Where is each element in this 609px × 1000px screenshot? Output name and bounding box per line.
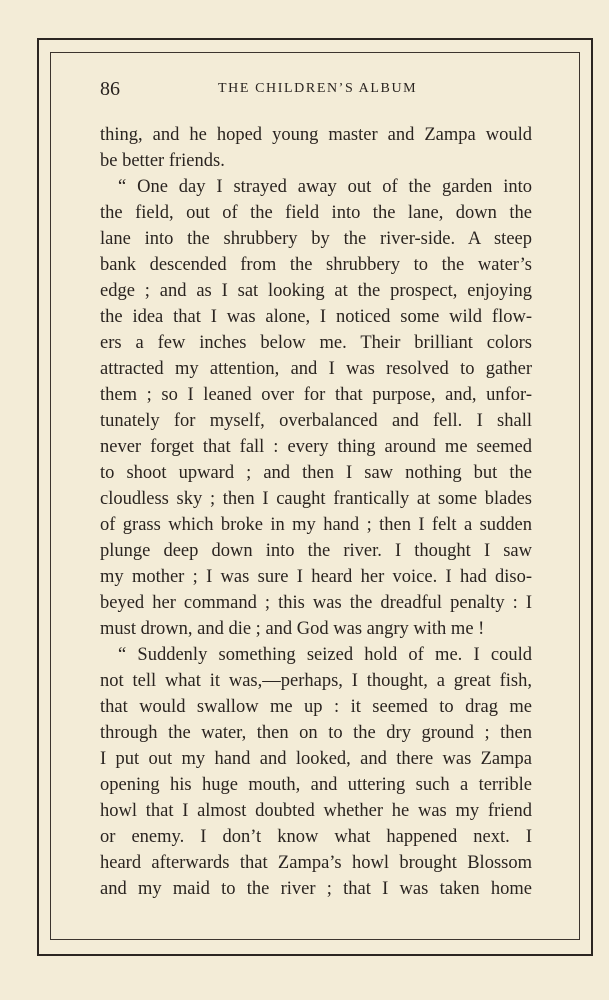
text-line: beyed her command ; this was the dreadful penalty : I [100,593,532,613]
text-line: or enemy. I don’t know what happened next. I [100,827,532,847]
page-number: 86 [100,78,120,100]
text-line: opening his huge mouth, and uttering such a terrible [100,775,532,795]
text-line: “ Suddenly something seized hold of me. I could [118,645,532,665]
text-line: howl that I almost doubted whether he was my friend [100,801,532,821]
running-head: THE CHILDREN’S ALBUM [218,81,418,96]
text-line: to shoot upward ; and then I saw nothing but the [100,463,532,483]
page-header [100,75,532,103]
text-line: the idea that I was alone, I noticed some wild flow- [100,307,532,327]
body-text [100,122,532,902]
text-line: attracted my attention, and I was resolved to gather [100,359,532,379]
text-line: bank descended from the shrubbery to the water’s [100,255,532,275]
text-line: never forget that fall : every thing around me seemed [100,437,532,457]
text-line: cloudless sky ; then I caught frantically at some blades [100,489,532,509]
text-line: of grass which broke in my hand ; then I felt a sudden [100,515,532,535]
text-line: be better friends. [100,151,225,171]
text-line: edge ; and as I sat looking at the prospect, enjoying [100,281,532,301]
text-line: plunge deep down into the river. I thought I saw [100,541,532,561]
text-line: through the water, then on to the dry ground ; then [100,723,532,743]
text-line: thing, and he hoped young master and Zampa would [100,125,532,145]
text-line: that would swallow me up : it seemed to drag me [100,697,532,717]
text-line: my mother ; I was sure I heard her voice. I had diso- [100,567,532,587]
text-line: must drown, and die ; and God was angry with me ! [100,619,485,639]
text-line: and my maid to the river ; that I was taken home [100,879,532,899]
text-line: lane into the shrubbery by the river-side. A steep [100,229,532,249]
text-line: ers a few inches below me. Their brilliant colors [100,333,532,353]
text-line: heard afterwards that Zampa’s howl brought Blossom [100,853,532,873]
text-line: them ; so I leaned over for that purpose, and, unfor- [100,385,532,405]
text-line: tunately for myself, overbalanced and fell. I shall [100,411,532,431]
text-line: “ One day I strayed away out of the garden into [118,177,532,197]
text-line: I put out my hand and looked, and there was Zampa [100,749,532,769]
text-line: the field, out of the field into the lane, down the [100,203,532,223]
text-line: not tell what it was,—perhaps, I thought, a great fish, [100,671,532,691]
